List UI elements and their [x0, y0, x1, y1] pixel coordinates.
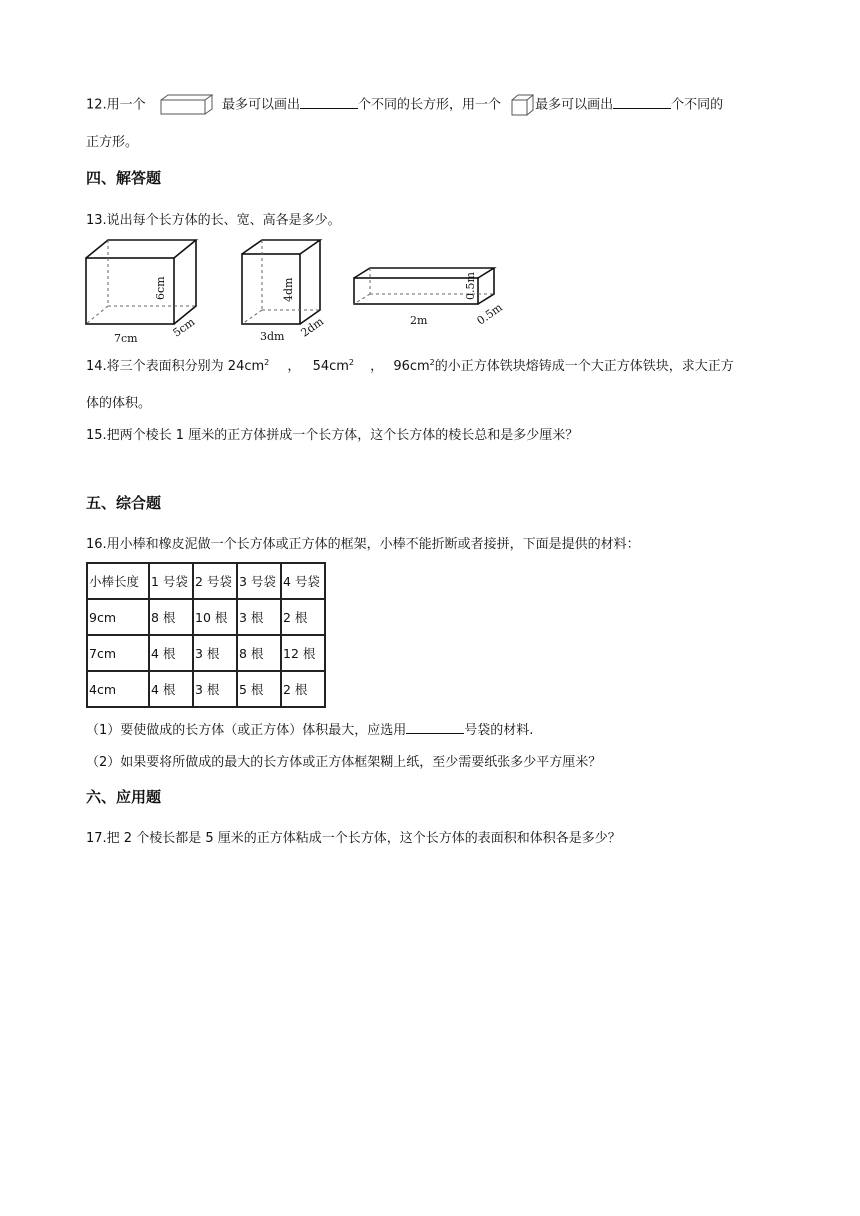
q14-text-1: 14.将三个表面积分别为 24cm — [86, 359, 265, 374]
q12-text-2: 最多可以画出 — [221, 97, 300, 113]
table-cell: 3 根 — [237, 599, 281, 635]
q12-text-6: 正方形。 — [86, 135, 139, 150]
question-16-sub2: （2）如果要将所做成的最大的长方体或正方体框架糊上纸，至少需要纸张多少平方厘米？ — [86, 755, 602, 770]
figure-3-width: 0.5m — [474, 300, 505, 328]
table-cell: 8 根 — [237, 635, 281, 671]
figure-1-width: 5cm — [170, 315, 198, 340]
q16-sub1-text-a: （1）要使做成的长方体（或正方体）体积最大，应选用 — [86, 723, 407, 738]
table-cell: 10 根 — [193, 599, 237, 635]
figure-3-height: 0.5m — [464, 272, 477, 300]
table-header-row — [87, 563, 325, 599]
q12-text-1: 12.用一个 — [86, 97, 146, 113]
cuboid-figure-3 — [354, 268, 505, 328]
section-4-heading: 四、解答题 — [86, 169, 162, 187]
materials-table — [86, 562, 326, 708]
figure-2-height: 4dm — [282, 277, 295, 302]
table-cell: 3 根 — [193, 635, 237, 671]
cuboid-figure-1 — [86, 240, 198, 345]
question-17-text: 17.把 2 个棱长都是 5 厘米的正方体粘成一个长方体，这个长方体的表面积和体积各是多少？ — [86, 831, 621, 846]
figure-2-width: 2dm — [298, 314, 327, 340]
q16-answer-blank[interactable] — [406, 720, 464, 734]
table-row — [87, 635, 325, 671]
q12-text-3: 个不同的长方形，用一个 — [357, 97, 501, 113]
table-cell: 2 根 — [281, 599, 325, 635]
q14-superscript-3: 2 — [429, 358, 435, 367]
q12-answer-blank-2[interactable] — [613, 95, 671, 109]
q14-text-5: 96cm — [393, 359, 430, 374]
table-cell: 7cm — [87, 635, 149, 671]
question-16-text: 16.用小棒和橡皮泥做一个长方体或正方体的框架，小棒不能折断或者接拼，下面是提供的材料： — [86, 537, 640, 552]
q14-comma-1: ， — [287, 359, 301, 374]
question-14-line2: 体的体积。 — [86, 396, 152, 411]
table-cell: 3 根 — [193, 671, 237, 707]
question-14-line1 — [86, 358, 734, 376]
table-cell: 5 根 — [237, 671, 281, 707]
q12-text-5: 个不同的 — [671, 97, 724, 113]
table-header-cell: 3 号袋 — [237, 563, 281, 599]
table-row — [87, 599, 325, 635]
cuboid-icon — [160, 94, 214, 116]
figure-2-length: 3dm — [260, 330, 285, 343]
figure-1-length: 7cm — [114, 332, 138, 345]
q14-superscript-1: 2 — [264, 358, 270, 367]
table-header-cell: 1 号袋 — [149, 563, 193, 599]
question-16-sub1 — [86, 720, 533, 740]
question-12-line1 — [86, 94, 723, 116]
figure-3-length: 2m — [410, 314, 428, 327]
q12-text-4: 最多可以画出 — [535, 97, 614, 113]
table-header-cell: 2 号袋 — [193, 563, 237, 599]
table-cell: 12 根 — [281, 635, 325, 671]
cube-icon — [511, 94, 535, 116]
q14-text-6: 的小正方体铁块熔铸成一个大正方体铁块，求大正方 — [434, 359, 734, 374]
table-header-cell: 小棒长度 — [87, 563, 149, 599]
table-row — [87, 671, 325, 707]
question-13-figures — [80, 238, 520, 346]
q14-text-3: 54cm — [312, 359, 349, 374]
cuboid-figure-2 — [242, 240, 326, 343]
table-cell: 4 根 — [149, 635, 193, 671]
q12-answer-blank-1[interactable] — [300, 95, 358, 109]
table-cell: 9cm — [87, 599, 149, 635]
table-header-cell: 4 号袋 — [281, 563, 325, 599]
table-cell: 2 根 — [281, 671, 325, 707]
q14-comma-2: ， — [370, 359, 384, 374]
table-cell: 8 根 — [149, 599, 193, 635]
question-13-text: 13.说出每个长方体的长、宽、高各是多少。 — [86, 213, 341, 228]
figure-1-height: 6cm — [154, 276, 167, 300]
question-15-text: 15.把两个棱长 1 厘米的正方体拼成一个长方体，这个长方体的棱长总和是多少厘米？ — [86, 428, 579, 443]
section-5-heading: 五、综合题 — [86, 494, 162, 512]
table-cell: 4 根 — [149, 671, 193, 707]
q14-superscript-2: 2 — [348, 358, 355, 367]
q16-sub1-text-b: 号袋的材料. — [464, 723, 534, 738]
table-cell: 4cm — [87, 671, 149, 707]
section-6-heading: 六、应用题 — [86, 788, 162, 806]
